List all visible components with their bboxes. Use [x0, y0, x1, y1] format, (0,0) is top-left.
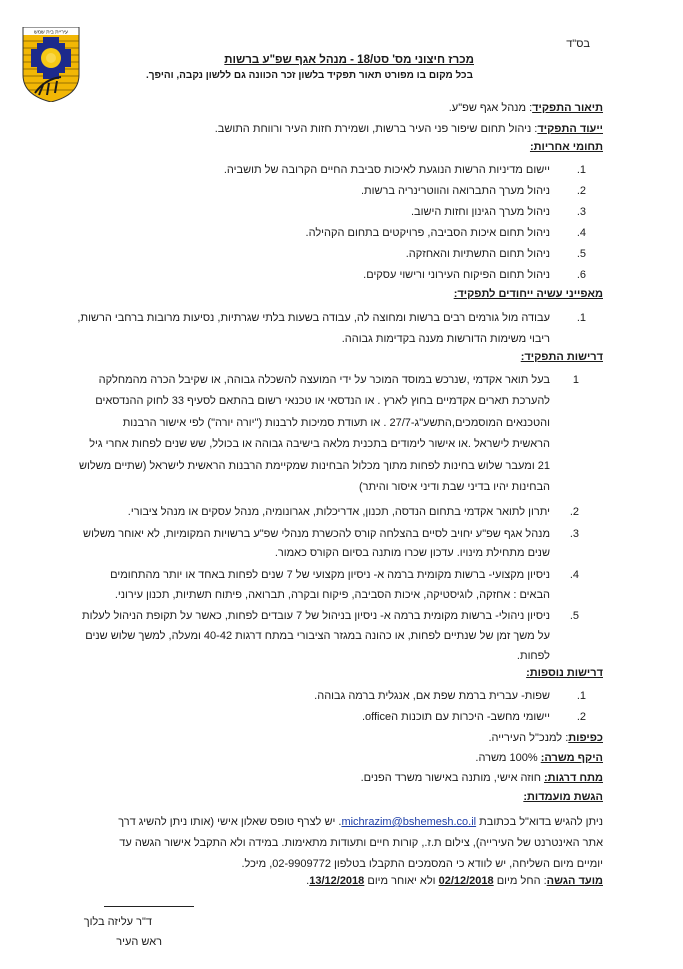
- submission-line-3: יומיים מיום השליחה, יש לוודא כי המסמכים התקבלו בטלפון 02-9909772, מיכל.: [241, 858, 603, 870]
- list-line: ניסיון מקצועי- ברשות מקומית ברמה א- ניסיון מקצועי של 7 שנים לפחות באחד או יותר מהתחומים: [110, 569, 550, 581]
- signature-line: [104, 906, 194, 907]
- characteristics-heading: מאפייני עשיה ייחודים לתפקיד:: [453, 288, 603, 300]
- city-emblem-logo: [21, 27, 81, 102]
- list-line: ניסיון ניהולי- ברשות מקומית ברמה א- ניסיון בניהול של 7 עובדים לפחות, כאשר על תקופת הניהול לעלות: [82, 610, 550, 622]
- list-number: 4.: [569, 569, 579, 581]
- role-description-value: : מנהל אגף שפ"ע.: [448, 102, 533, 114]
- list-line: לפחות.: [516, 650, 550, 662]
- role-description: [449, 101, 603, 115]
- list-item: 2.יישומי מחשב- היכרות עם תוכנות הoffice.: [361, 711, 586, 723]
- list-line: יתרון לתואר אקדמי בתחום הנדסה, תכנון, אדריכלות, אגרונומיה, מנהל עסקים או מנהל ציבורי.: [127, 506, 550, 518]
- list-line: 21 ומעבר שלוש בחינות לפחות מתוך מכלול הבחינות שמקיימת הרבנות הראשית לישראל (שתיים משלוש: [78, 460, 550, 472]
- document-title: מכרז חיצוני מס' סט/18 - מנהל אגף שפ"ע ברשות: [224, 54, 474, 66]
- list-line: שנים מתחילת מינויו. עדכון שכרו מותנה בסיום הקורס כאמור.: [274, 547, 550, 559]
- list-number: 1: [572, 374, 579, 386]
- job-scope-value: 100% משרה.: [475, 752, 541, 764]
- signatory-title: ראש העיר: [116, 936, 162, 948]
- salary-grade-value: חוזה אישי, מותנה באישור משרד הפנים.: [360, 772, 545, 784]
- job-scope: [475, 751, 603, 765]
- submission-line-2: אתר האינטרנט של העירייה), צילום ת.ז., קורות חיים ותעודות מתאימות. במידה ולא התקבל אישור הגשה עד: [119, 837, 603, 849]
- list-item-continuation: ריבוי משימות הדורשות מענה בקדימות גבוהה.: [341, 333, 550, 345]
- date-from: 02/12/2018: [438, 875, 494, 887]
- job-scope-label: היקף משרה:: [540, 752, 603, 764]
- list-item: 1.עבודה מול גורמים רבים ברשות ומחוצה לה, עבודה בשעות בלתי שגרתיות, נסיעות מרובות ברחבי הרשות,: [77, 312, 586, 324]
- list-number: 3.: [569, 528, 579, 540]
- salary-grade: [361, 771, 603, 785]
- list-item: 3.ניהול מערך הגינון וחזות הישוב.: [410, 206, 586, 218]
- svg-text:עיריית בית שמש: עיריית בית שמש: [34, 29, 68, 36]
- list-number: 2.: [569, 506, 579, 518]
- email-link[interactable]: michrazim@bshemesh.co.il: [341, 816, 477, 828]
- signatory-name: ד"ר עליזה בלוך: [83, 916, 152, 928]
- list-line: מנהל אגף שפ"ע יחויב לסיים בהצלחה קורס להכשרת מנהלי שפ"ע ברשויות המקומיות, לא יאוחר משלוש: [83, 528, 550, 540]
- date-to: 13/12/2018: [309, 875, 365, 887]
- submission-heading: הגשת מועמדות:: [523, 791, 603, 803]
- deadline-label: מועד הגשה: [546, 875, 603, 887]
- subordination-value: : למנכ"ל העירייה.: [488, 732, 569, 744]
- subordination-label: כפיפות: [568, 732, 603, 744]
- requirements-heading: דרישות התפקיד:: [520, 351, 603, 363]
- list-line: להערכת תארים אקדמיים בחוץ לארץ . או הנדסאי או טכנאי רשום בהתאם לסעיף 33 לחוק ההנדסאים: [95, 395, 550, 407]
- submission-deadline: מועד הגשה: החל מיום 02/12/2018 ולא יאוחר מיום 13/12/2018.: [306, 875, 603, 887]
- list-item: 1.שפות- עברית ברמת שפת אם, אנגלית ברמה גבוהה.: [314, 690, 586, 702]
- list-line: בעל תואר אקדמי ,שנרכש במוסד המוכר על ידי המועצה להשכלה גבוהה, או שקיבל הכרה מהמחלקה: [98, 374, 550, 386]
- role-description-label: תיאור התפקיד: [532, 102, 603, 114]
- list-item: 5.ניהול תחום התשתיות והאחזקה.: [405, 248, 586, 260]
- gender-note: בכל מקום בו מפורט תאור תפקיד בלשון זכר הכוונה גם ללשון נקבה, והיפך.: [145, 70, 473, 81]
- role-purpose-label: ייעוד התפקיד: [537, 123, 603, 135]
- list-line: הבאים : אחזקה, לוגיסטיקה, איכות הסביבה, פיקוח ובקרה, תברואה, פיתוח תשתיות, תכנון עירוני.: [114, 589, 550, 601]
- list-line: והטכנאים המוסמכים,התשע"ג-27/7 . או תעודת סמיכות לרבנות ("יורה יורה") לפי אישור הרבנות: [122, 417, 550, 429]
- list-item: 2.ניהול מערך התברואה והווטרינריה ברשות.: [360, 185, 586, 197]
- salary-grade-label: מתח דרגות:: [544, 772, 603, 784]
- list-item: 6.ניהול תחום הפיקוח העירוני ורישוי עסקים.: [363, 269, 586, 281]
- subordination: [489, 731, 604, 745]
- role-purpose-value: : ניהול תחום שיפור פני העיר ברשות, ושמירת חזות העיר ורווחת התושב.: [214, 123, 538, 135]
- list-line: הבחינות יהיו בדיני שבת ודיני איסור והיתר): [359, 481, 550, 493]
- list-line: על משך זמן של שנתיים לפחות, או כהונה במגזר הציבורי במתח דרגות 40-42 ומעלה, למשך שלוש שנים: [85, 630, 550, 642]
- bsd-mark: בס"ד: [566, 38, 590, 50]
- responsibilities-heading: תחומי אחריות:: [529, 141, 603, 153]
- role-purpose: [215, 122, 603, 136]
- list-number: 5.: [569, 610, 579, 622]
- submission-line-1: ניתן להגיש בדוא"ל בכתובת michrazim@bshemesh.co.il. יש לצרף טופס שאלון אישי (אותו ניתן להשיג דרך: [118, 816, 603, 828]
- additional-heading: דרישות נוספות:: [526, 667, 603, 679]
- list-line: הראשית לישראל .או אישור לימודים בתכנית מלאה בישיבה גבוהה או בכולל, שש שנים לפחות אחרי גיל: [89, 438, 550, 450]
- list-item: 1.יישום מדיניות הרשות הנוגעת לאיכות סביבת החיים הקרובה של תושביה.: [223, 164, 586, 176]
- list-item: 4.ניהול תחום איכות הסביבה, פרויקטים בתחום הקהילה.: [305, 227, 586, 239]
